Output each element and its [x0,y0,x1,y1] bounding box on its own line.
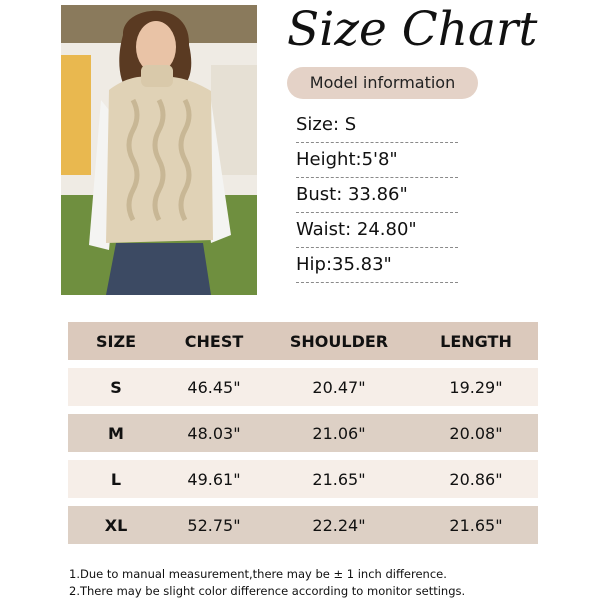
model-hip: Hip:35.83" [296,248,458,283]
shoulder-cell: 22.24" [312,515,366,535]
model-height: Height:5'8" [296,143,458,178]
length-cell: 20.86" [449,469,503,489]
page-title: Size Chart [287,2,538,57]
shoulder-cell: 21.65" [312,469,366,489]
header-shoulder: SHOULDER [289,331,389,351]
table-row [68,414,538,452]
chest-cell: 48.03" [187,423,241,443]
table-header-row [68,322,538,360]
size-table [68,322,538,552]
length-cell: 21.65" [449,515,503,535]
model-illustration [61,5,257,295]
header-length: LENGTH [440,331,512,351]
model-info-list [296,108,458,283]
model-size: Size: S [296,108,458,143]
size-cell: L [110,469,122,489]
note-color: 2.There may be slight color difference according to monitor settings. [69,584,466,598]
size-cell: M [108,423,124,443]
table-row [68,460,538,498]
size-cell: S [110,377,122,397]
header-size: SIZE [95,331,136,351]
table-row [68,368,538,406]
model-photo [61,5,257,295]
length-cell: 20.08" [449,423,503,443]
note-measurement: 1.Due to manual measurement,there may be ± 1 inch difference. [69,567,447,581]
length-cell: 19.29" [449,377,503,397]
header-chest: CHEST [184,331,244,351]
shoulder-cell: 21.06" [312,423,366,443]
table-row [68,506,538,544]
model-information-badge: Model information [287,67,478,99]
size-cell: XL [104,515,128,535]
chest-cell: 49.61" [187,469,241,489]
shoulder-cell: 20.47" [312,377,366,397]
model-bust: Bust: 33.86" [296,178,458,213]
model-waist: Waist: 24.80" [296,213,458,248]
notes [69,566,589,600]
chest-cell: 52.75" [187,515,241,535]
chest-cell: 46.45" [187,377,241,397]
